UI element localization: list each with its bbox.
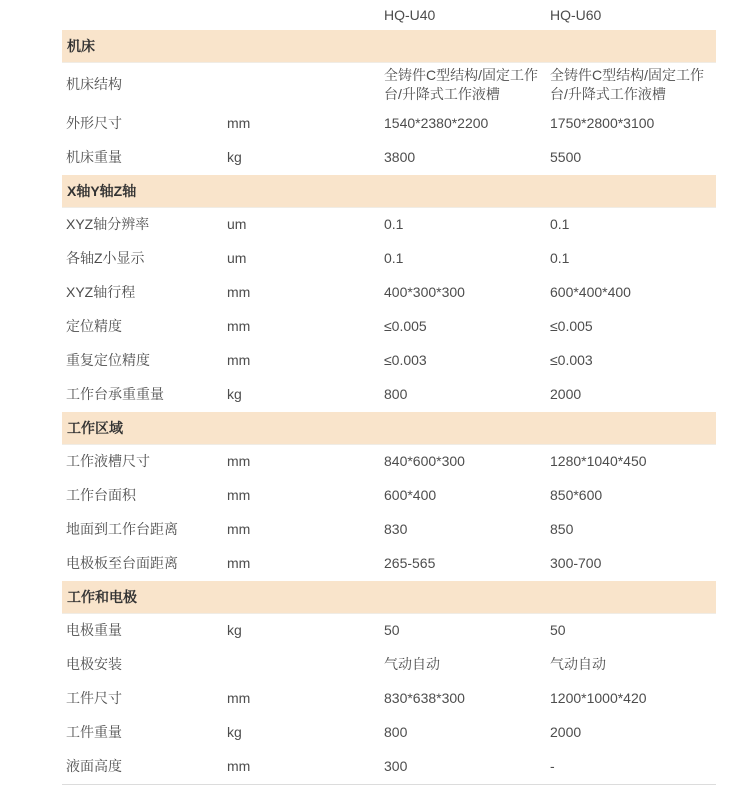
value-cell-hq-u40: 830*638*300 [384, 690, 465, 707]
spec-label-cell: 工件重量 [66, 724, 122, 741]
unit-cell: mm [227, 284, 251, 301]
spec-row [62, 479, 716, 513]
unit-cell: mm [227, 115, 251, 132]
spec-label-cell: 工件尺寸 [66, 690, 122, 707]
spec-row [62, 378, 716, 412]
spec-label-cell: XYZ轴分辨率 [66, 216, 150, 233]
spec-label-cell: 电极板至台面距离 [66, 555, 178, 572]
model-name-hq-u60: HQ-U60 [550, 7, 602, 23]
value-cell-hq-u40: 800 [384, 724, 408, 741]
unit-cell: um [227, 216, 247, 233]
value-cell-hq-u40: 265-565 [384, 555, 436, 572]
value-cell-hq-u40: 50 [384, 622, 400, 639]
value-cell-hq-u40: 800 [384, 386, 408, 403]
unit-cell: mm [227, 521, 251, 538]
section-header [62, 175, 716, 208]
value-cell-hq-u60: 2000 [550, 386, 582, 403]
value-cell-hq-u60: 气动自动 [550, 656, 606, 673]
value-cell-hq-u60: 850 [550, 521, 574, 538]
spec-label-cell: 定位精度 [66, 318, 122, 335]
spec-label-cell: 工作液槽尺寸 [66, 453, 150, 470]
spec-label-cell: 地面到工作台距离 [66, 521, 178, 538]
spec-table-body [62, 30, 716, 784]
unit-cell: kg [227, 386, 242, 403]
unit-cell: kg [227, 149, 242, 166]
spec-row [62, 63, 716, 107]
spec-row [62, 344, 716, 378]
unit-cell: mm [227, 758, 251, 775]
spec-label-cell: 机床结构 [66, 76, 122, 93]
unit-cell: mm [227, 487, 251, 504]
value-cell-hq-u40: 830 [384, 521, 408, 538]
value-cell-hq-u60: 300-700 [550, 555, 602, 572]
spec-label-cell: 工作台面积 [66, 487, 136, 504]
spec-label-cell: 工作台承重重量 [66, 386, 164, 403]
value-cell-hq-u60: 850*600 [550, 487, 603, 504]
value-cell-hq-u40: 3800 [384, 149, 416, 166]
spec-row [62, 107, 716, 141]
spec-row [62, 648, 716, 682]
spec-label-cell: 电极安装 [66, 656, 122, 673]
spec-row [62, 141, 716, 175]
unit-cell: mm [227, 690, 251, 707]
value-cell-hq-u60: 0.1 [550, 216, 570, 233]
spec-row [62, 716, 716, 750]
spec-row [62, 445, 716, 479]
value-cell-hq-u60: 0.1 [550, 250, 570, 267]
section-title: 工作和电极 [67, 588, 137, 605]
value-cell-hq-u40: ≤0.005 [384, 318, 427, 335]
spec-row [62, 547, 716, 581]
value-cell-hq-u40: 1540*2380*2200 [384, 115, 489, 132]
value-cell-hq-u60: ≤0.005 [550, 318, 593, 335]
spec-label-cell: 外形尺寸 [66, 115, 122, 132]
unit-cell: mm [227, 453, 251, 470]
unit-cell: kg [227, 622, 242, 639]
value-cell-hq-u60: 2000 [550, 724, 582, 741]
spec-row [62, 242, 716, 276]
value-cell-hq-u40: 300 [384, 758, 408, 775]
value-cell-hq-u40: 0.1 [384, 250, 404, 267]
section-header [62, 581, 716, 614]
unit-cell: kg [227, 724, 242, 741]
spec-label-cell: 液面高度 [66, 758, 122, 775]
model-name-hq-u40: HQ-U40 [384, 7, 436, 23]
value-cell-hq-u60: 50 [550, 622, 566, 639]
value-cell-hq-u60: 1200*1000*420 [550, 690, 647, 707]
spec-row [62, 208, 716, 242]
spec-label-cell: 电极重量 [66, 622, 122, 639]
unit-cell: mm [227, 555, 251, 572]
spec-label-cell: 各轴Z小显示 [66, 250, 145, 267]
spec-row [62, 750, 716, 784]
spec-label-cell: XYZ轴行程 [66, 284, 136, 301]
model-header-row [62, 0, 716, 30]
value-cell-hq-u60: 1750*2800*3100 [550, 115, 655, 132]
spec-row [62, 614, 716, 648]
spec-label-cell: 重复定位精度 [66, 352, 150, 369]
section-title: 工作区域 [67, 419, 123, 436]
section-header [62, 412, 716, 445]
unit-cell: um [227, 250, 247, 267]
spec-row [62, 513, 716, 547]
value-cell-hq-u40: ≤0.003 [384, 352, 427, 369]
section-title: X轴Y轴Z轴 [67, 182, 137, 199]
value-cell-hq-u40: 0.1 [384, 216, 404, 233]
value-cell-hq-u60: 1280*1040*450 [550, 453, 647, 470]
section-title: 机床 [67, 38, 95, 54]
value-cell-hq-u60: ≤0.003 [550, 352, 593, 369]
spec-row [62, 276, 716, 310]
unit-cell: mm [227, 352, 251, 369]
spec-label-cell: 机床重量 [66, 149, 122, 166]
value-cell-hq-u40: 气动自动 [384, 656, 440, 673]
value-cell-hq-u60: 5500 [550, 149, 582, 166]
value-cell-hq-u60: - [550, 758, 555, 775]
spec-row [62, 310, 716, 344]
value-cell-hq-u40: 840*600*300 [384, 453, 465, 470]
unit-cell: mm [227, 318, 251, 335]
value-cell-hq-u40: 全铸件C型结构/固定工作台/升降式工作液槽 [384, 67, 538, 102]
machine-spec-table [62, 0, 716, 785]
value-cell-hq-u40: 600*400 [384, 487, 437, 504]
section-header [62, 30, 716, 63]
value-cell-hq-u40: 400*300*300 [384, 284, 465, 301]
spec-row [62, 682, 716, 716]
value-cell-hq-u60: 600*400*400 [550, 284, 631, 301]
value-cell-hq-u60: 全铸件C型结构/固定工作台/升降式工作液槽 [550, 67, 704, 102]
